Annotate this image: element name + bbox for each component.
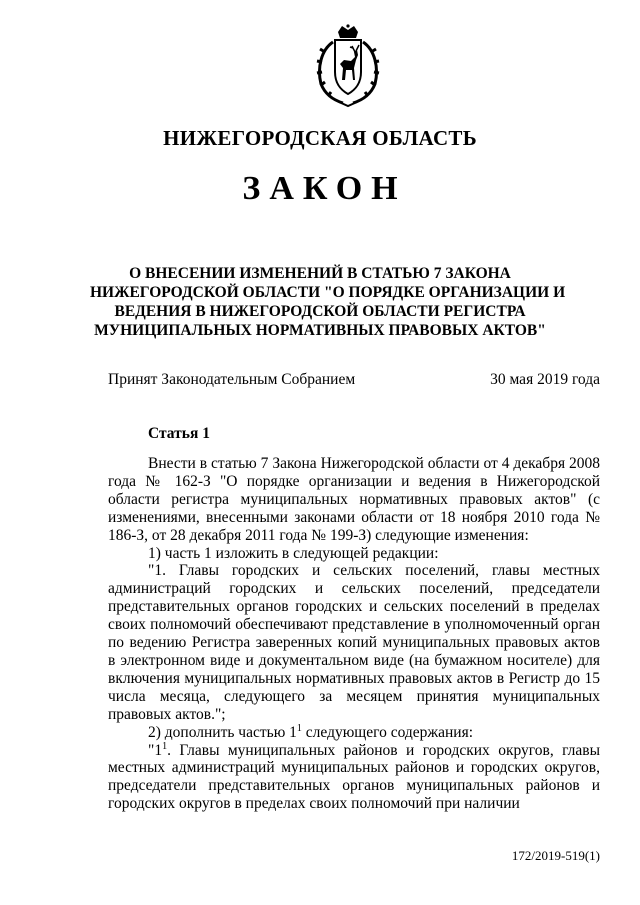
law-title-line: О ВНЕСЕНИИ ИЗМЕНЕНИЙ В СТАТЬЮ 7 ЗАКОНА <box>129 265 511 282</box>
paragraph: 1) часть 1 изложить в следующей редакции: <box>148 544 439 562</box>
superscript: 1 <box>162 740 168 752</box>
region-name: НИЖЕГОРОДСКАЯ ОБЛАСТЬ <box>163 126 477 150</box>
law-title-line: НИЖЕГОРОДСКОЙ ОБЛАСТИ "О ПОРЯДКЕ ОРГАНИЗАЦИИ И <box>90 284 566 301</box>
adopted-by: Принят Законодательным Собранием <box>108 371 356 388</box>
paragraph-text: "1 <box>148 741 163 759</box>
article-heading: Статья 1 <box>148 425 210 442</box>
paragraph-text: . Главы муниципальных районов и городских округов, главы местных администраций муниципальных районов и городских округов, председатели представительных органов муниципальных районов и городских округов в пределах своих полномочий при наличии <box>108 741 600 813</box>
paragraph: "1. Главы городских и сельских поселений, главы местных администраций городских и сельских поселений, председатели представительных органов городских и сельских поселений в пределах своих полномочий обеспечивают представление в уполномоченный орган по ведению Регистра заверенных копий муниципальных правовых актов в электронном виде и документальном виде (на бумажном носителе) для включения муниципальных нормативных правовых актов в Регистр до 15 числа месяца, следующего за месяцем принятия муниципальных правовых актов."; <box>108 562 600 723</box>
superscript: 1 <box>296 722 302 734</box>
paragraph: Внести в статью 7 Закона Нижегородской области от 4 декабря 2008 года № 162-З "О порядке организации и ведения в Нижегородской области регистра муниципальных нормативных правовых актов" (с изменениями, внесенными законами области от 18 ноября 2010 года № 186-З, от 28 декабря 2011 года № 199-З) следующие изменения: <box>108 455 600 544</box>
paragraph-text: следующего содержания: <box>301 723 474 741</box>
document-code: 172/2019-519(1) <box>511 848 600 863</box>
adoption-date: 30 мая 2019 года <box>490 371 600 388</box>
paragraph <box>108 724 600 742</box>
document-type: ЗАКОН <box>242 170 407 207</box>
article-body <box>108 455 600 813</box>
coat-of-arms-icon <box>313 24 383 108</box>
law-title-line: МУНИЦИПАЛЬНЫХ НОРМАТИВНЫХ ПРАВОВЫХ АКТОВ" <box>94 322 546 339</box>
paragraph-text: 2) дополнить частью 1 <box>148 723 297 741</box>
law-title-line: ВЕДЕНИЯ В НИЖЕГОРОДСКОЙ ОБЛАСТИ РЕГИСТРА <box>114 303 526 320</box>
paragraph <box>108 742 600 814</box>
law-title <box>90 264 566 340</box>
